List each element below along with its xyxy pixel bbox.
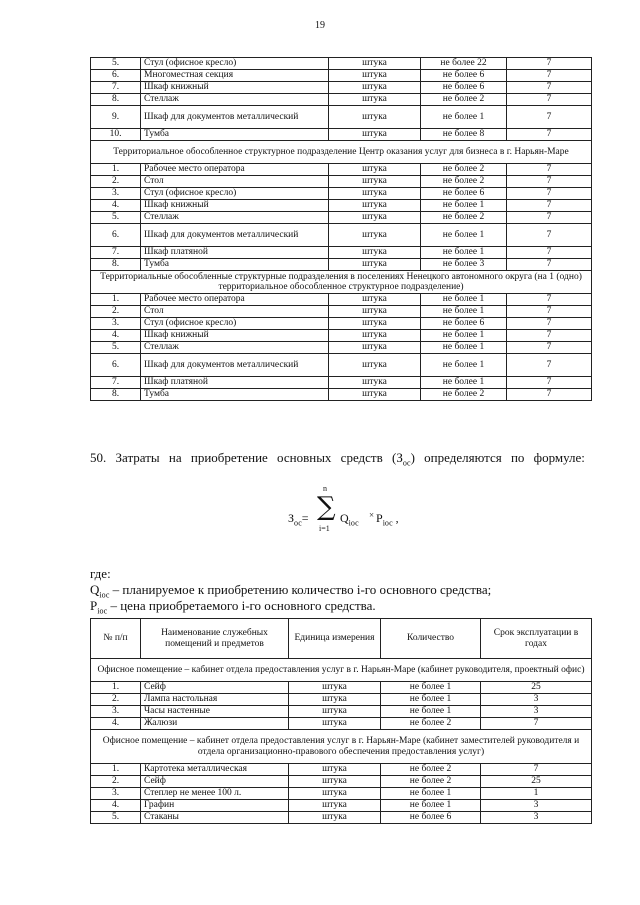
item-quantity: не более 1 [381, 706, 481, 718]
row-number: 3. [91, 318, 141, 330]
table-row [91, 800, 592, 812]
row-number: 8. [91, 94, 141, 106]
table-row [91, 764, 592, 776]
item-service-life: 3 [481, 706, 592, 718]
section-header-row [91, 271, 592, 294]
row-number: 5. [91, 812, 141, 824]
item-name: Картотека металлическая [141, 764, 289, 776]
item-quantity: не более 1 [421, 354, 507, 377]
table-row [91, 306, 592, 318]
row-number: 7. [91, 82, 141, 94]
item-service-life: 7 [507, 106, 592, 129]
section-header-row [91, 730, 592, 764]
item-service-life: 7 [507, 247, 592, 259]
table-row [91, 389, 592, 401]
item-unit: штука [289, 800, 381, 812]
row-number: 5. [91, 58, 141, 70]
item-name: Шкаф книжный [141, 200, 329, 212]
table-row [91, 212, 592, 224]
item-name: Сейф [141, 776, 289, 788]
item-quantity: не более 1 [381, 694, 481, 706]
item-name: Тумба [141, 129, 329, 141]
item-unit: штука [329, 164, 421, 176]
row-number: 1. [91, 682, 141, 694]
item-name: Шкаф книжный [141, 82, 329, 94]
item-quantity: не более 1 [421, 306, 507, 318]
item-name: Стеллаж [141, 212, 329, 224]
item-service-life: 7 [507, 294, 592, 306]
item-unit: штука [329, 306, 421, 318]
item-service-life: 7 [507, 318, 592, 330]
table-row [91, 106, 592, 129]
header-quantity: Количество [381, 619, 481, 659]
item-unit: штука [329, 354, 421, 377]
item-name: Стул (офисное кресло) [141, 318, 329, 330]
item-unit: штука [329, 94, 421, 106]
item-service-life: 1 [481, 788, 592, 800]
item-service-life: 7 [507, 342, 592, 354]
item-name: Лампа настольная [141, 694, 289, 706]
row-number: 8. [91, 389, 141, 401]
item-name: Тумба [141, 389, 329, 401]
item-service-life: 7 [507, 94, 592, 106]
item-quantity: не более 2 [421, 164, 507, 176]
item-quantity: не более 2 [381, 764, 481, 776]
item-unit: штука [289, 682, 381, 694]
table-row [91, 129, 592, 141]
item-service-life: 7 [507, 259, 592, 271]
table-row [91, 188, 592, 200]
item-unit: штука [289, 776, 381, 788]
item-quantity: не более 2 [381, 776, 481, 788]
section-title: Территориальное обособленное структурное подразделение Центр оказания услуг для бизнеса в г. Нарьян-Маре [91, 141, 592, 164]
table-row [91, 82, 592, 94]
item-name: Стол [141, 176, 329, 188]
item-name: Тумба [141, 259, 329, 271]
item-name: Шкаф платяной [141, 377, 329, 389]
item-quantity: не более 1 [421, 330, 507, 342]
item-unit: штука [329, 389, 421, 401]
item-unit: штука [329, 224, 421, 247]
item-name: Рабочее место оператора [141, 164, 329, 176]
table-row [91, 259, 592, 271]
item-quantity: не более 2 [421, 94, 507, 106]
item-quantity: не более 2 [421, 389, 507, 401]
row-number: 10. [91, 129, 141, 141]
item-unit: штука [329, 330, 421, 342]
row-number: 6. [91, 224, 141, 247]
paragraph-50: 50. Затраты на приобретение основных средств $(З_{ос})$ определяются по формуле: [90, 450, 585, 468]
table-header-row [91, 619, 592, 659]
table-row [91, 176, 592, 188]
item-name: Шкаф для документов металлический [141, 106, 329, 129]
table-row [91, 776, 592, 788]
item-unit: штука [329, 129, 421, 141]
row-number: 1. [91, 164, 141, 176]
item-service-life: 7 [507, 58, 592, 70]
row-number: 2. [91, 306, 141, 318]
item-service-life: 7 [507, 200, 592, 212]
where-label: где: [90, 566, 111, 581]
item-name: Стеллаж [141, 94, 329, 106]
item-quantity: не более 1 [381, 788, 481, 800]
item-service-life: 7 [507, 224, 592, 247]
item-quantity: не более 6 [421, 82, 507, 94]
section-title: Территориальные обособленные структурные подразделения в поселениях Ненецкого автономного округа (на 1 (одно) территориальное обособленное структурное подразделение) [91, 271, 592, 294]
table-row [91, 70, 592, 82]
item-service-life: 7 [507, 188, 592, 200]
item-unit: штука [329, 259, 421, 271]
item-name: Графин [141, 800, 289, 812]
page-number: 19 [315, 20, 325, 31]
item-name: Шкаф для документов металлический [141, 354, 329, 377]
row-number: 1. [91, 764, 141, 776]
table-row [91, 294, 592, 306]
item-name: Шкаф платяной [141, 247, 329, 259]
item-unit: штука [329, 377, 421, 389]
item-service-life: 7 [507, 330, 592, 342]
table-row [91, 318, 592, 330]
equipment-table-continued [90, 57, 592, 401]
item-name: Часы настенные [141, 706, 289, 718]
item-unit: штука [329, 70, 421, 82]
table-row [91, 718, 592, 730]
item-name: Стеллаж [141, 342, 329, 354]
table-row [91, 682, 592, 694]
row-number: 4. [91, 800, 141, 812]
item-service-life: 3 [481, 694, 592, 706]
item-service-life: 7 [507, 82, 592, 94]
item-name: Стул (офисное кресло) [141, 188, 329, 200]
item-service-life: 7 [507, 129, 592, 141]
item-quantity: не более 6 [421, 318, 507, 330]
row-number: 5. [91, 342, 141, 354]
item-quantity: не более 1 [381, 682, 481, 694]
item-quantity: не более 1 [421, 200, 507, 212]
row-number: 2. [91, 694, 141, 706]
item-quantity: не более 1 [421, 342, 507, 354]
header-name: Наименование служебных помещений и предметов [141, 619, 289, 659]
item-service-life: 25 [481, 776, 592, 788]
row-number: 7. [91, 247, 141, 259]
office-items-table [90, 618, 592, 824]
table-row [91, 164, 592, 176]
item-unit: штука [329, 188, 421, 200]
item-quantity: не более 3 [421, 259, 507, 271]
table-row [91, 94, 592, 106]
item-quantity: не более 22 [421, 58, 507, 70]
table-row [91, 354, 592, 377]
table-row [91, 377, 592, 389]
item-service-life: 7 [507, 377, 592, 389]
item-name: Стул (офисное кресло) [141, 58, 329, 70]
item-service-life: 25 [481, 682, 592, 694]
header-service-life: Срок эксплуатации в годах [481, 619, 592, 659]
row-number: 4. [91, 718, 141, 730]
item-quantity: не более 1 [421, 247, 507, 259]
item-name: Многоместная секция [141, 70, 329, 82]
row-number: 7. [91, 377, 141, 389]
item-unit: штука [329, 58, 421, 70]
item-name: Шкаф для документов металлический [141, 224, 329, 247]
item-unit: штука [329, 294, 421, 306]
row-number: 3. [91, 706, 141, 718]
item-service-life: 7 [507, 212, 592, 224]
item-quantity: не более 6 [421, 188, 507, 200]
item-quantity: не более 8 [421, 129, 507, 141]
table-row [91, 342, 592, 354]
item-unit: штука [289, 812, 381, 824]
row-number: 8. [91, 259, 141, 271]
item-unit: штука [289, 694, 381, 706]
row-number: 3. [91, 788, 141, 800]
item-service-life: 7 [481, 718, 592, 730]
item-unit: штука [289, 788, 381, 800]
row-number: 2. [91, 776, 141, 788]
header-unit: Единица измерения [289, 619, 381, 659]
item-service-life: 7 [507, 354, 592, 377]
section-header-row [91, 141, 592, 164]
item-quantity: не более 2 [421, 212, 507, 224]
item-unit: штука [289, 706, 381, 718]
row-number: 4. [91, 330, 141, 342]
row-number: 4. [91, 200, 141, 212]
item-unit: штука [329, 200, 421, 212]
item-name: Сейф [141, 682, 289, 694]
item-quantity: не более 6 [421, 70, 507, 82]
item-quantity: не более 2 [381, 718, 481, 730]
item-service-life: 3 [481, 800, 592, 812]
item-unit: штука [329, 106, 421, 129]
item-service-life: 7 [481, 764, 592, 776]
row-number: 2. [91, 176, 141, 188]
item-name: Степлер не менее 100 л. [141, 788, 289, 800]
item-quantity: не более 1 [421, 224, 507, 247]
item-unit: штука [329, 176, 421, 188]
item-name: Стол [141, 306, 329, 318]
item-service-life: 7 [507, 306, 592, 318]
table-row [91, 812, 592, 824]
item-quantity: не более 2 [421, 176, 507, 188]
item-quantity: не более 1 [421, 106, 507, 129]
item-unit: штука [329, 212, 421, 224]
item-unit: штука [289, 718, 381, 730]
table-row [91, 224, 592, 247]
item-unit: штука [329, 318, 421, 330]
item-unit: штука [329, 342, 421, 354]
item-unit: штука [289, 764, 381, 776]
row-number: 6. [91, 354, 141, 377]
item-quantity: не более 1 [381, 800, 481, 812]
item-name: Шкаф книжный [141, 330, 329, 342]
table-row [91, 58, 592, 70]
sum-sign: ∑ [317, 492, 336, 522]
table-row [91, 200, 592, 212]
section-header-row [91, 659, 592, 682]
item-quantity: не более 1 [421, 377, 507, 389]
table-row [91, 247, 592, 259]
header-number: № п/п [91, 619, 141, 659]
item-unit: штука [329, 247, 421, 259]
row-number: 5. [91, 212, 141, 224]
item-quantity: не более 6 [381, 812, 481, 824]
section-title: Офисное помещение – кабинет отдела предоставления услуг в г. Нарьян-Маре (кабинет руководителя, проектный офис) [91, 659, 592, 682]
item-service-life: 3 [481, 812, 592, 824]
item-name: Жалюзи [141, 718, 289, 730]
table-row [91, 694, 592, 706]
p-definition: $P_{iос}$ – цена приобретаемого i-го основного средства. [90, 598, 376, 616]
q-definition: $Q_{iос}$ – планируемое к приобретению количество i-го основного средства; [90, 582, 492, 600]
table-row [91, 788, 592, 800]
item-quantity: не более 1 [421, 294, 507, 306]
item-service-life: 7 [507, 70, 592, 82]
item-service-life: 7 [507, 176, 592, 188]
cost-formula: $З_{ос}=$ n ∑ i=1 $Q_{iос}$ × $P_{iос}$ , [288, 484, 399, 533]
section-title: Офисное помещение – кабинет отдела предоставления услуг в г. Нарьян-Маре (кабинет заместителей руководителя и отдела организационно-правового обеспечения предоставления услуг) [91, 730, 592, 764]
item-name: Рабочее место оператора [141, 294, 329, 306]
item-unit: штука [329, 82, 421, 94]
row-number: 3. [91, 188, 141, 200]
row-number: 9. [91, 106, 141, 129]
item-name: Стаканы [141, 812, 289, 824]
row-number: 1. [91, 294, 141, 306]
row-number: 6. [91, 70, 141, 82]
item-service-life: 7 [507, 164, 592, 176]
table-row [91, 330, 592, 342]
table-row [91, 706, 592, 718]
item-service-life: 7 [507, 389, 592, 401]
